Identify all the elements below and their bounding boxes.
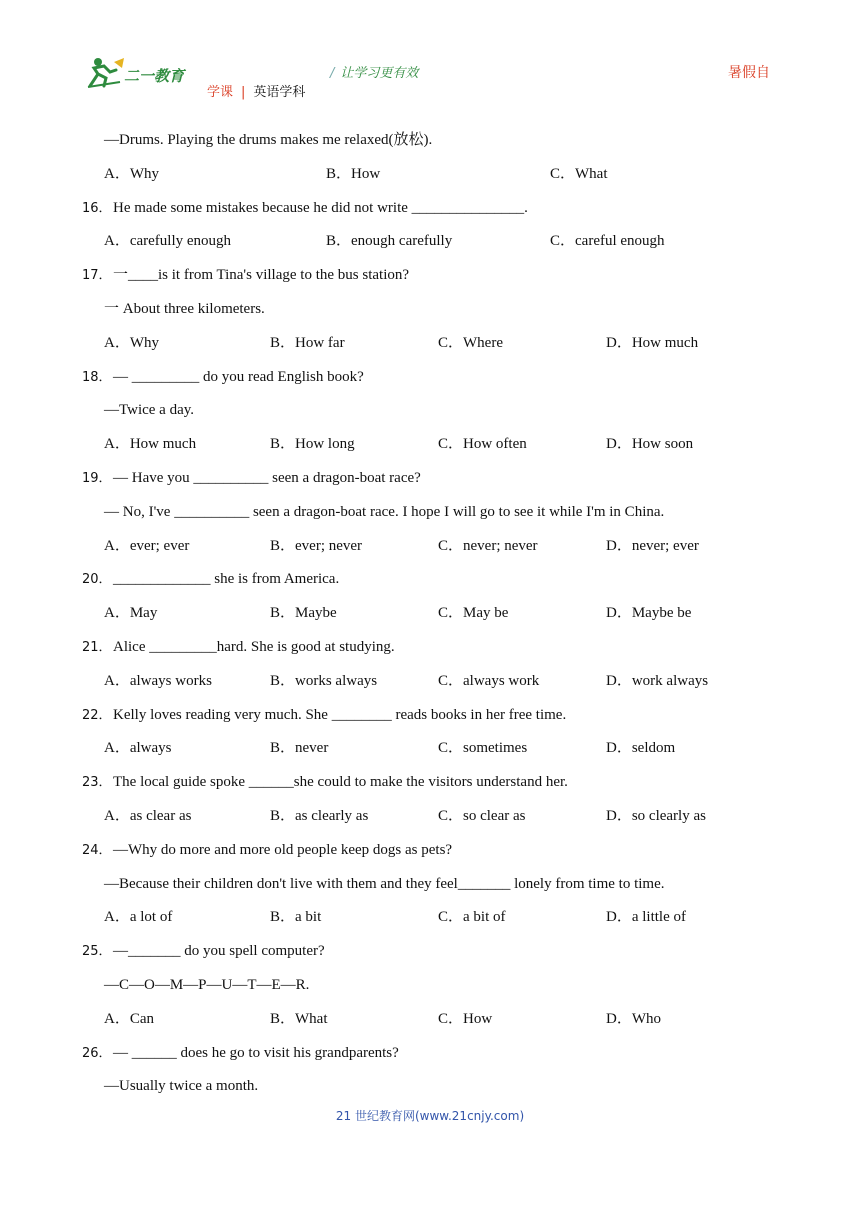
option-a: A．always [104, 740, 172, 757]
question-text: —_______ do you spell computer? [113, 943, 325, 960]
option-c: C．never; never [438, 537, 538, 554]
question-number: 25． [82, 944, 112, 960]
slogan: / 让学习更有效 [330, 66, 419, 81]
option-a: A．carefully enough [104, 233, 232, 250]
dialogue-text: —Because their children don't live with them and they feel_______ lonely from time to time. [104, 875, 665, 892]
option-a: A．as clear as [104, 807, 192, 824]
option-c: C．How [438, 1010, 493, 1027]
question-stem [0, 192, 860, 226]
option-c: C．Where [438, 334, 503, 351]
option-b: B．as clearly as [270, 807, 369, 824]
option-b: B．works always [270, 672, 378, 689]
option-a: A．How much [104, 436, 197, 453]
option-d: D．How soon [606, 436, 694, 453]
question-text: — ______ does he go to visit his grandparents? [113, 1044, 399, 1061]
options-row [0, 732, 860, 766]
prev-answer: —Drums. Playing the drums makes me relaxed(放松). [104, 132, 433, 148]
option-d: D．Who [606, 1010, 661, 1027]
question-dialogue-line [0, 496, 860, 530]
option-a: A．always works [104, 672, 212, 689]
question-number: 20． [82, 572, 112, 588]
question-stem [0, 834, 860, 868]
question-text: —Why do more and more old people keep dogs as pets? [113, 841, 453, 858]
question-stem [0, 563, 860, 597]
option-a: A．a lot of [104, 909, 173, 926]
options-row [0, 901, 860, 935]
prev-options-row [0, 158, 860, 192]
header-right-text: 暑假自 [728, 65, 770, 81]
question-text: 一____is it from Tina's village to the bus station? [113, 267, 410, 284]
option-b: B．How [326, 165, 381, 182]
question-dialogue-line [0, 1070, 860, 1104]
dialogue-text: —C—O—M—P—U—T—E—R. [104, 976, 310, 993]
options-row [0, 530, 860, 564]
question-dialogue-line [0, 868, 860, 902]
option-c: C．careful enough [550, 233, 665, 250]
option-a: A．Can [104, 1010, 154, 1027]
question-text: — _________ do you read English book? [113, 368, 364, 385]
question-number: 24． [82, 842, 112, 858]
option-d: D．so clearly as [606, 807, 706, 824]
option-b: B．enough carefully [326, 233, 453, 250]
logo-text: 二一教育 [124, 67, 185, 85]
separator: | [241, 85, 246, 100]
option-a: A．Why [104, 334, 159, 351]
option-d: D．a little of [606, 909, 686, 926]
course-label: 学课 [207, 85, 234, 100]
option-b: B．Maybe [270, 605, 337, 622]
question-text: _____________ she is from America. [113, 571, 340, 588]
question-stem [0, 361, 860, 395]
option-b: B．a bit [270, 909, 322, 926]
question-text: — Have you __________ seen a dragon-boat race? [113, 469, 421, 486]
dialogue-text: —Twice a day. [104, 402, 195, 419]
dialogue-text: — No, I've __________ seen a dragon-boat race. I hope I will go to see it while I'm in China. [104, 503, 665, 520]
option-d: D．Maybe be [606, 605, 692, 622]
option-b: B．ever; never [270, 537, 363, 554]
question-text: He made some mistakes because he did not write _______________. [113, 199, 528, 216]
logo [84, 56, 196, 90]
options-row [0, 800, 860, 834]
prev-answer-line [0, 124, 860, 158]
question-list [0, 124, 860, 1104]
question-text: Alice _________hard. She is good at studying. [113, 638, 395, 655]
footer: 21 世纪教育网(www.21cnjy.com) [335, 1109, 525, 1123]
question-number: 23． [82, 775, 112, 791]
question-stem [0, 766, 860, 800]
question-number: 17． [82, 268, 112, 284]
option-d: D．work always [606, 672, 709, 689]
option-b: B．never [270, 740, 329, 757]
option-c: C．so clear as [438, 807, 526, 824]
question-dialogue-line [0, 394, 860, 428]
question-dialogue-line [0, 293, 860, 327]
option-b: B．How far [270, 334, 345, 351]
question-stem [0, 631, 860, 665]
question-stem [0, 1037, 860, 1071]
question-number: 21． [82, 639, 112, 655]
subject-line [207, 81, 305, 100]
options-row [0, 428, 860, 462]
dialogue-text: —Usually twice a month. [104, 1078, 259, 1095]
option-c: C．How often [438, 436, 527, 453]
option-d: D．never; ever [606, 537, 699, 554]
question-number: 16． [82, 200, 112, 216]
options-row [0, 665, 860, 699]
question-text: The local guide spoke ______she could to make the visitors understand her. [113, 774, 568, 791]
options-row [0, 225, 860, 259]
question-text: Kelly loves reading very much. She ________ reads books in her free time. [113, 706, 567, 723]
option-c: C．May be [438, 605, 509, 622]
option-a: A．Why [104, 165, 159, 182]
option-b: B．What [270, 1010, 328, 1027]
question-number: 22． [82, 707, 112, 723]
dialogue-text: 一 About three kilometers. [104, 300, 265, 317]
logo-runner-icon [84, 56, 196, 90]
options-row [0, 1003, 860, 1037]
options-row [0, 327, 860, 361]
question-number: 19． [82, 470, 112, 486]
question-stem [0, 259, 860, 293]
options-row [0, 597, 860, 631]
subject-label: 英语学科 [253, 85, 306, 100]
option-d: D．How much [606, 334, 699, 351]
option-a: A．May [104, 605, 158, 622]
option-c: C．sometimes [438, 740, 528, 757]
option-c: C．always work [438, 672, 540, 689]
option-b: B．How long [270, 436, 355, 453]
question-stem [0, 699, 860, 733]
question-dialogue-line [0, 969, 860, 1003]
option-a: A．ever; ever [104, 537, 190, 554]
question-number: 26． [82, 1045, 112, 1061]
question-stem [0, 462, 860, 496]
slogan-text: 让学习更有效 [340, 66, 419, 81]
option-d: D．seldom [606, 740, 676, 757]
option-c: C．a bit of [438, 909, 506, 926]
question-number: 18． [82, 369, 112, 385]
question-stem [0, 935, 860, 969]
option-c: C．What [550, 165, 608, 182]
